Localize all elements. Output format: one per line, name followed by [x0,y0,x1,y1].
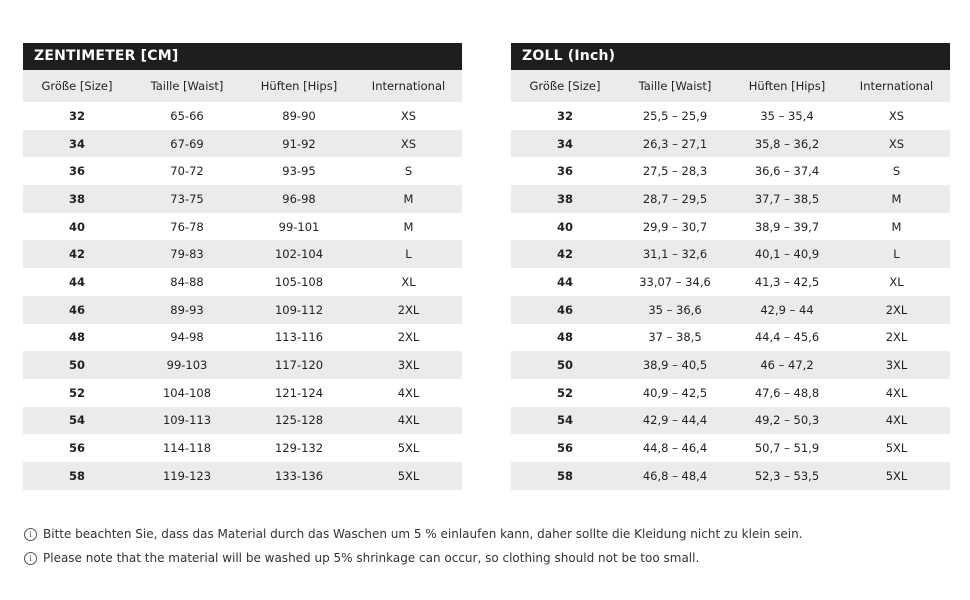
cell-size: 50 [556,358,573,373]
cell-international: M [403,219,414,234]
cell-size: 56 [556,441,573,456]
table-row [511,296,950,324]
cell-international: 4XL [885,385,908,400]
cell-hips: 37,7 – 38,5 [754,191,820,206]
cell-waist: 33,07 – 34,6 [639,274,711,289]
cell-size: 58 [556,468,573,483]
cell-waist: 94-98 [170,330,204,345]
cell-size: 36 [556,164,573,179]
cell-size: 50 [68,358,85,373]
cell-international: L [893,247,900,262]
cell-size: 34 [68,136,85,151]
inch-header-row [511,70,950,102]
cell-waist: 70-72 [170,164,204,179]
cm-size-table [23,43,462,490]
table-row [511,240,950,268]
table-row [23,351,462,379]
table-row [511,379,950,407]
cell-waist: 67-69 [170,136,204,151]
cell-hips: 102-104 [274,247,324,262]
table-row [511,102,950,130]
header-hips: Hüften [Hips] [260,79,338,93]
cell-size: 38 [556,191,573,206]
cell-hips: 96-98 [282,191,316,206]
table-row [511,268,950,296]
cell-international: M [891,191,902,206]
table-row [511,351,950,379]
cell-waist: 114-118 [162,441,212,456]
cell-waist: 44,8 – 46,4 [642,441,708,456]
table-row [511,213,950,241]
cell-international: 3XL [397,358,420,373]
note-german [24,527,803,541]
cell-waist: 37 – 38,5 [648,330,702,345]
cell-international: 2XL [397,302,420,317]
cell-waist: 89-93 [170,302,204,317]
cell-waist: 28,7 – 29,5 [642,191,708,206]
inch-table-title: ZOLL (Inch) [511,43,950,70]
header-international: International [859,79,934,93]
cell-international: 5XL [885,468,908,483]
cell-international: 5XL [397,468,420,483]
cell-international: S [892,164,901,179]
cell-hips: 105-108 [274,274,324,289]
cell-hips: 50,7 – 51,9 [754,441,820,456]
cm-table-grid [23,70,462,490]
cell-international: 5XL [885,441,908,456]
cell-hips: 109-112 [274,302,324,317]
cell-international: 3XL [885,358,908,373]
cell-size: 40 [68,219,85,234]
cell-international: XS [400,108,417,123]
cell-size: 46 [68,302,85,317]
cell-hips: 99-101 [278,219,320,234]
cell-size: 44 [556,274,573,289]
cell-hips: 52,3 – 53,5 [754,468,820,483]
cell-hips: 49,2 – 50,3 [754,413,820,428]
table-row [23,379,462,407]
cell-waist: 42,9 – 44,4 [642,413,708,428]
table-row [23,296,462,324]
cell-international: XS [888,136,905,151]
table-row [23,157,462,185]
cell-waist: 79-83 [170,247,204,262]
cell-waist: 29,9 – 30,7 [642,219,708,234]
cell-hips: 40,1 – 40,9 [754,247,820,262]
cell-waist: 38,9 – 40,5 [642,358,708,373]
cm-table-title: ZENTIMETER [CM] [23,43,462,70]
cell-size: 48 [556,330,573,345]
cell-international: XL [401,274,416,289]
header-waist: Taille [Waist] [638,79,712,93]
table-row [23,324,462,352]
cell-size: 44 [68,274,85,289]
cell-hips: 35,8 – 36,2 [754,136,820,151]
cell-international: 4XL [397,413,420,428]
cell-waist: 26,3 – 27,1 [642,136,708,151]
cell-waist: 35 – 36,6 [648,302,702,317]
cell-international: XS [400,136,417,151]
table-row [511,157,950,185]
table-row [23,268,462,296]
table-row [23,213,462,241]
table-row [23,434,462,462]
table-row [23,185,462,213]
cell-waist: 119-123 [162,468,212,483]
cell-hips: 47,6 – 48,8 [754,385,820,400]
cell-international: 2XL [885,330,908,345]
table-row [23,240,462,268]
cell-size: 46 [556,302,573,317]
cell-hips: 121-124 [274,385,324,400]
cell-waist: 40,9 – 42,5 [642,385,708,400]
cell-hips: 125-128 [274,413,324,428]
cell-waist: 73-75 [170,191,204,206]
cell-size: 58 [68,468,85,483]
cell-waist: 104-108 [162,385,212,400]
inch-size-table [511,43,950,490]
cell-hips: 129-132 [274,441,324,456]
cell-hips: 46 – 47,2 [760,358,814,373]
cell-size: 48 [68,330,85,345]
header-size: Größe [Size] [529,79,601,93]
cell-international: 5XL [397,441,420,456]
note-english-text: Please note that the material will be washed up 5% shrinkage can occur, so clothing should not be too small. [43,551,700,565]
cell-international: M [891,219,902,234]
cell-waist: 65-66 [170,108,204,123]
table-row [511,434,950,462]
cell-size: 52 [556,385,573,400]
cell-size: 34 [556,136,573,151]
header-size: Größe [Size] [41,79,113,93]
cell-waist: 109-113 [162,413,212,428]
table-row [511,462,950,490]
cell-hips: 42,9 – 44 [760,302,814,317]
header-waist: Taille [Waist] [150,79,224,93]
info-icon: i [24,528,37,541]
cell-size: 32 [556,108,573,123]
table-row [511,407,950,435]
table-row [23,102,462,130]
cell-international: L [405,247,412,262]
cell-international: S [404,164,413,179]
note-english [24,551,699,565]
cell-size: 36 [68,164,85,179]
cell-waist: 84-88 [170,274,204,289]
cell-size: 56 [68,441,85,456]
cell-size: 38 [68,191,85,206]
cell-international: 2XL [397,330,420,345]
table-row [511,130,950,158]
cell-hips: 133-136 [274,468,324,483]
cell-international: M [403,191,414,206]
cell-hips: 89-90 [282,108,316,123]
note-german-text: Bitte beachten Sie, dass das Material durch das Waschen um 5 % einlaufen kann, daher sollte die Kleidung nicht zu klein sein. [43,527,803,541]
cell-hips: 41,3 – 42,5 [754,274,820,289]
cell-hips: 36,6 – 37,4 [754,164,820,179]
cell-waist: 25,5 – 25,9 [642,108,708,123]
cell-hips: 93-95 [282,164,316,179]
cell-hips: 113-116 [274,330,324,345]
cell-size: 42 [556,247,573,262]
cell-waist: 31,1 – 32,6 [642,247,708,262]
cell-hips: 91-92 [282,136,316,151]
table-row [23,407,462,435]
cell-hips: 35 – 35,4 [760,108,814,123]
cell-waist: 99-103 [166,358,208,373]
cell-waist: 46,8 – 48,4 [642,468,708,483]
cell-size: 40 [556,219,573,234]
cell-hips: 44,4 – 45,6 [754,330,820,345]
inch-table-grid [511,70,950,490]
cell-size: 54 [68,413,85,428]
cell-size: 42 [68,247,85,262]
header-hips: Hüften [Hips] [748,79,826,93]
cell-waist: 76-78 [170,219,204,234]
cell-international: 4XL [885,413,908,428]
cell-hips: 38,9 – 39,7 [754,219,820,234]
table-row [23,462,462,490]
header-international: International [371,79,446,93]
table-row [511,185,950,213]
cell-waist: 27,5 – 28,3 [642,164,708,179]
table-row [511,324,950,352]
cell-size: 32 [68,108,85,123]
cell-international: XS [888,108,905,123]
cell-international: XL [889,274,904,289]
info-icon: i [24,552,37,565]
cell-international: 2XL [885,302,908,317]
table-row [23,130,462,158]
cell-international: 4XL [397,385,420,400]
cell-size: 52 [68,385,85,400]
cell-hips: 117-120 [274,358,324,373]
cell-size: 54 [556,413,573,428]
cm-header-row [23,70,462,102]
